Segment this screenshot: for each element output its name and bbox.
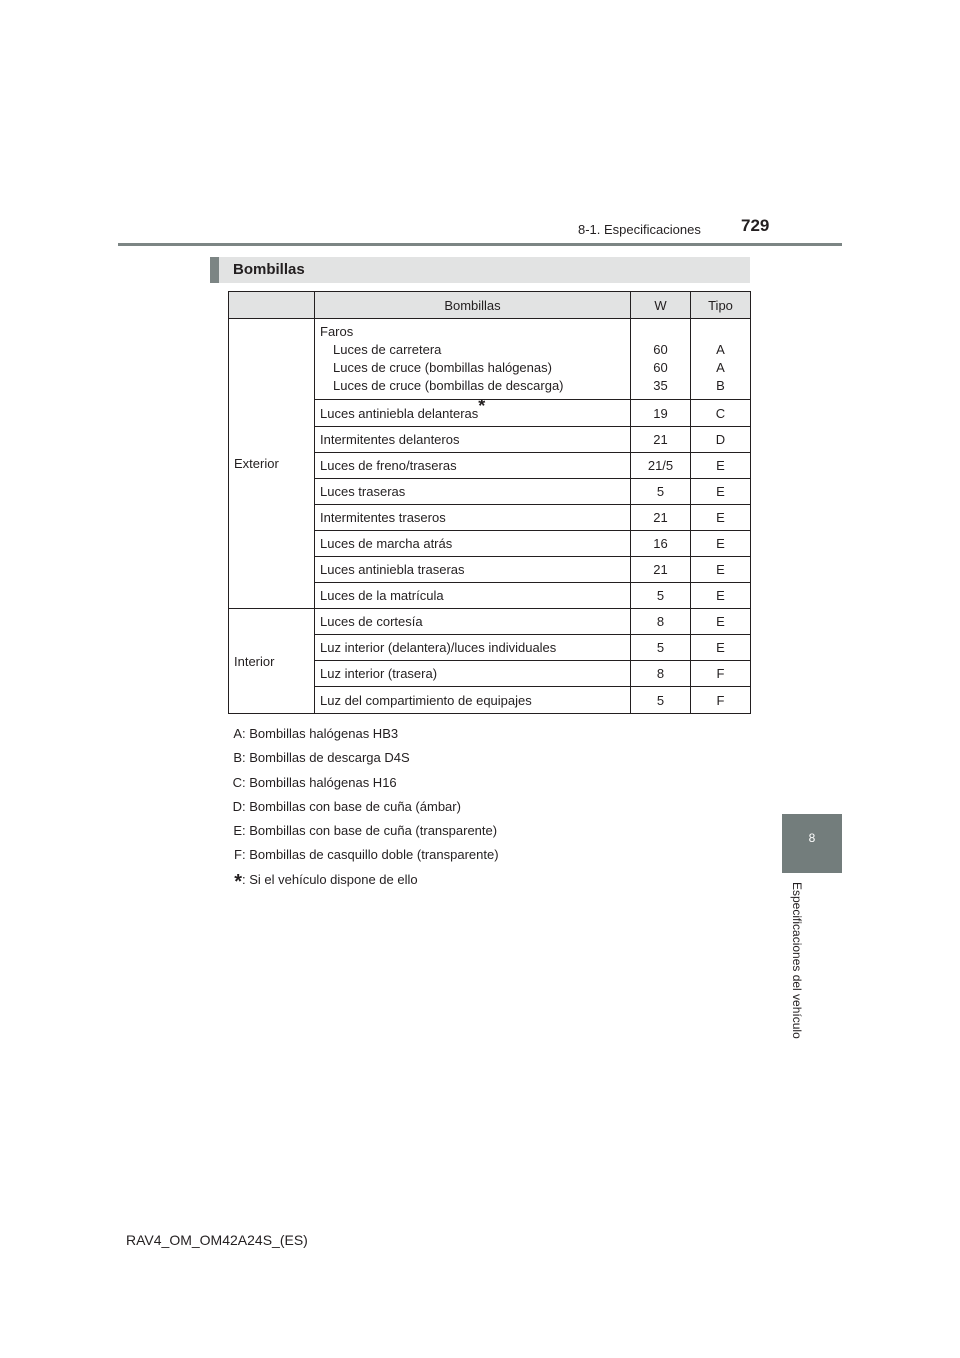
bulb-name: Luces de carretera [333, 342, 442, 357]
type-value: D [691, 427, 751, 453]
watts-value: 5 [631, 687, 691, 714]
table-row [229, 319, 751, 400]
type-value: E [691, 609, 751, 635]
faros-cell [315, 319, 631, 400]
group-exterior: Exterior [229, 319, 315, 609]
watts-value: 8 [631, 609, 691, 635]
legend-item [226, 823, 499, 847]
type-value: A [716, 360, 725, 375]
bulbs-table [228, 291, 751, 714]
legend-text: : Bombillas halógenas H16 [242, 774, 397, 790]
type-value: E [691, 479, 751, 505]
type-value: E [691, 557, 751, 583]
bulb-name: Luces de marcha atrás [315, 531, 631, 557]
bulb-name: Luces antiniebla delanteras [320, 405, 479, 421]
legend-item [226, 847, 499, 871]
group-interior: Interior [229, 609, 315, 714]
type-value: E [691, 531, 751, 557]
column-header-type: Tipo [691, 292, 751, 319]
bulb-name: Luces de la matrícula [315, 583, 631, 609]
watts-value: 60 [653, 360, 668, 375]
table-row [229, 609, 751, 635]
legend-key: C [232, 774, 242, 790]
legend-key: D [232, 798, 242, 814]
type-value: E [691, 635, 751, 661]
watts-value: 19 [631, 400, 691, 427]
bulb-name: Luces antiniebla traseras [315, 557, 631, 583]
watts-value: 5 [631, 635, 691, 661]
legend-item [226, 775, 499, 799]
document-id: RAV4_OM_OM42A24S_(ES) [126, 1232, 308, 1248]
watts-value: 21 [631, 505, 691, 531]
legend-text: : Bombillas de casquillo doble (transparente) [242, 847, 499, 863]
legend-key: E [233, 823, 242, 839]
legend-item [226, 799, 499, 823]
column-header-watts: W [631, 292, 691, 319]
table-header-row [229, 292, 751, 319]
page-number: 729 [741, 216, 770, 235]
watts-value: 8 [631, 661, 691, 687]
watts-value: 16 [631, 531, 691, 557]
type-cell [691, 319, 751, 400]
bulb-name: Luz interior (delantera)/luces individuales [315, 635, 631, 661]
section-heading: 8-1. Especificaciones [578, 222, 701, 237]
watts-value: 60 [653, 342, 668, 357]
watts-value: 21 [631, 557, 691, 583]
type-value: E [691, 505, 751, 531]
watts-value: 5 [631, 479, 691, 505]
header-divider [118, 243, 842, 246]
type-value: B [716, 378, 725, 393]
legend-key: B [233, 750, 242, 766]
bulb-name: Luces de freno/traseras [315, 453, 631, 479]
type-value: F [691, 687, 751, 714]
bulb-name: Intermitentes traseros [315, 505, 631, 531]
chapter-tab[interactable] [782, 814, 842, 873]
type-value: F [691, 661, 751, 687]
legend-text: : Bombillas de descarga D4S [242, 750, 410, 766]
section-title-bar [210, 257, 750, 283]
legend-key: F [234, 847, 242, 863]
footnote: *: Si el vehículo dispone de ello [234, 870, 418, 893]
chapter-tab-number: 8 [808, 831, 816, 845]
watts-value: 35 [653, 378, 668, 393]
bulb-name: Intermitentes delanteros [315, 427, 631, 453]
section-title: Bombillas [233, 261, 305, 278]
footnote-text: : Si el vehículo dispone de ello [242, 871, 418, 887]
type-legend [226, 726, 499, 896]
footnote-mark: * [478, 395, 486, 416]
legend-key: A [233, 726, 242, 741]
watts-value: 21 [631, 427, 691, 453]
watts-cell [631, 319, 691, 400]
column-header-bulbs: Bombillas [315, 292, 631, 319]
type-value: E [691, 453, 751, 479]
watts-value: 5 [631, 583, 691, 609]
legend-text: : Bombillas halógenas HB3 [242, 726, 399, 741]
legend-text: : Bombillas con base de cuña (transparente) [242, 823, 498, 839]
legend-text: : Bombillas con base de cuña (ámbar) [242, 798, 461, 814]
bulb-name: Luz del compartimiento de equipajes [315, 687, 631, 714]
bulb-name: Luces de cruce (bombillas de descarga) [333, 378, 564, 393]
faros-title: Faros [320, 324, 354, 339]
legend-item [226, 750, 499, 774]
bulb-name: Luces traseras [315, 479, 631, 505]
type-value: C [691, 400, 751, 427]
bulb-name: Luces de cortesía [315, 609, 631, 635]
watts-value: 21/5 [631, 453, 691, 479]
type-value: E [691, 583, 751, 609]
bulb-name-cell [315, 395, 631, 427]
column-header-group [229, 292, 315, 319]
type-value: A [716, 342, 725, 357]
chapter-tab-label: Especificaciones del vehículo [790, 882, 804, 1039]
bulb-name: Luz interior (trasera) [315, 661, 631, 687]
bulb-name: Luces de cruce (bombillas halógenas) [333, 360, 552, 375]
legend-item [226, 726, 499, 750]
